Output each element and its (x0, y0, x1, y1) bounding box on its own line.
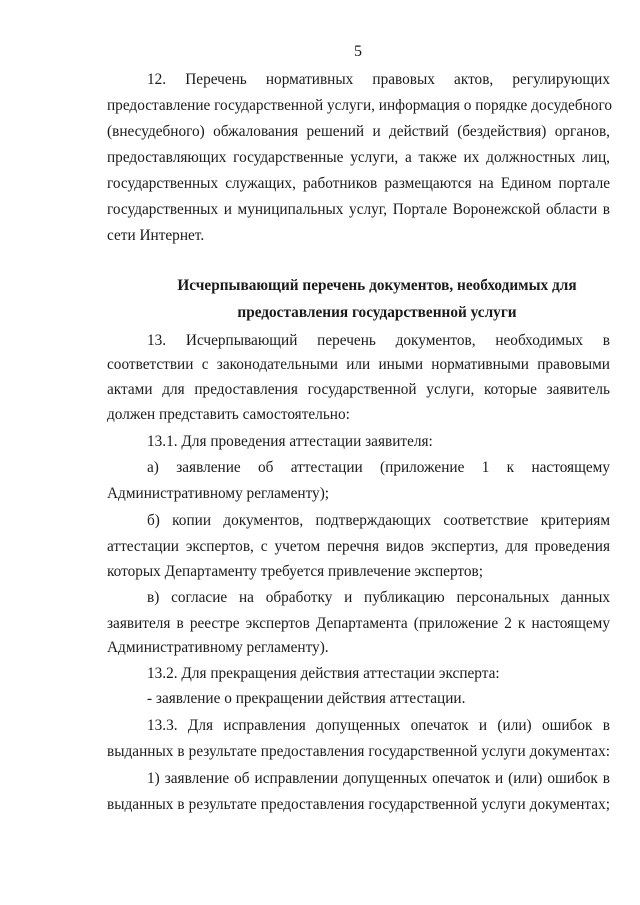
paragraph-line: (внесудебного) обжалования решений и действий (бездействия) органов, (107, 123, 610, 140)
paragraph-line: соответствии с законодательными или иными нормативными правовыми (107, 356, 610, 373)
paragraph-13-2: 13.2. Для прекращения действия аттестации эксперта: (147, 665, 500, 682)
list-item-line: Административному регламенту); (107, 485, 330, 502)
paragraph-line: 13.3. Для исправления допущенных опечаток и (или) ошибок в (147, 717, 610, 734)
section-heading-line1: Исчерпывающий перечень документов, необходимых для (177, 277, 577, 294)
paragraph-line: актами для предоставления государственной услуги, которые заявитель (107, 381, 610, 398)
list-item-line: аттестации экспертов, с учетом перечня видов экспертиз, для проведения (107, 538, 610, 555)
list-item-line: в) согласие на обработку и публикацию персональных данных (147, 589, 610, 606)
list-item-line: выданных в результате предоставления государственной услуги документах; (107, 796, 610, 813)
page-number: 5 (354, 43, 362, 60)
paragraph-line: предоставляющих государственные услуги, а также их должностных лиц, (107, 149, 610, 166)
paragraph-line: выданных в результате предоставления государственной услуги документах: (107, 743, 610, 760)
list-item-line: которых Департаменту требуется привлечение экспертов; (107, 563, 483, 580)
paragraph-line: сети Интернет. (107, 227, 205, 244)
list-item-line: заявителя в реестре экспертов Департамента (приложение 2 к настоящему (107, 615, 610, 632)
list-item-line: б) копии документов, подтверждающих соответствие критериям (147, 512, 610, 529)
list-item-dash: - заявление о прекращении действия аттестации. (147, 690, 466, 707)
paragraph-line: государственных и муниципальных услуг, Портале Воронежской области в (107, 201, 610, 218)
paragraph-line: предоставление государственной услуги, информация о порядке досудебного (107, 97, 612, 114)
section-heading-line2: предоставления государственной услуги (237, 304, 517, 321)
paragraph-line: 12. Перечень нормативных правовых актов, регулирующих (147, 71, 610, 88)
paragraph-line: государственных служащих, работников размещаются на Едином портале (107, 175, 610, 192)
list-item-line: 1) заявление об исправлении допущенных опечаток и (или) ошибок в (147, 770, 610, 787)
list-item-line: а) заявление об аттестации (приложение 1 к настоящему (147, 459, 610, 476)
paragraph-line: должен представить самостоятельно: (107, 406, 350, 423)
paragraph-13-1: 13.1. Для проведения аттестации заявителя: (147, 433, 433, 450)
paragraph-line: 13. Исчерпывающий перечень документов, необходимых в (147, 332, 610, 349)
list-item-line: Административному регламенту). (107, 639, 329, 656)
